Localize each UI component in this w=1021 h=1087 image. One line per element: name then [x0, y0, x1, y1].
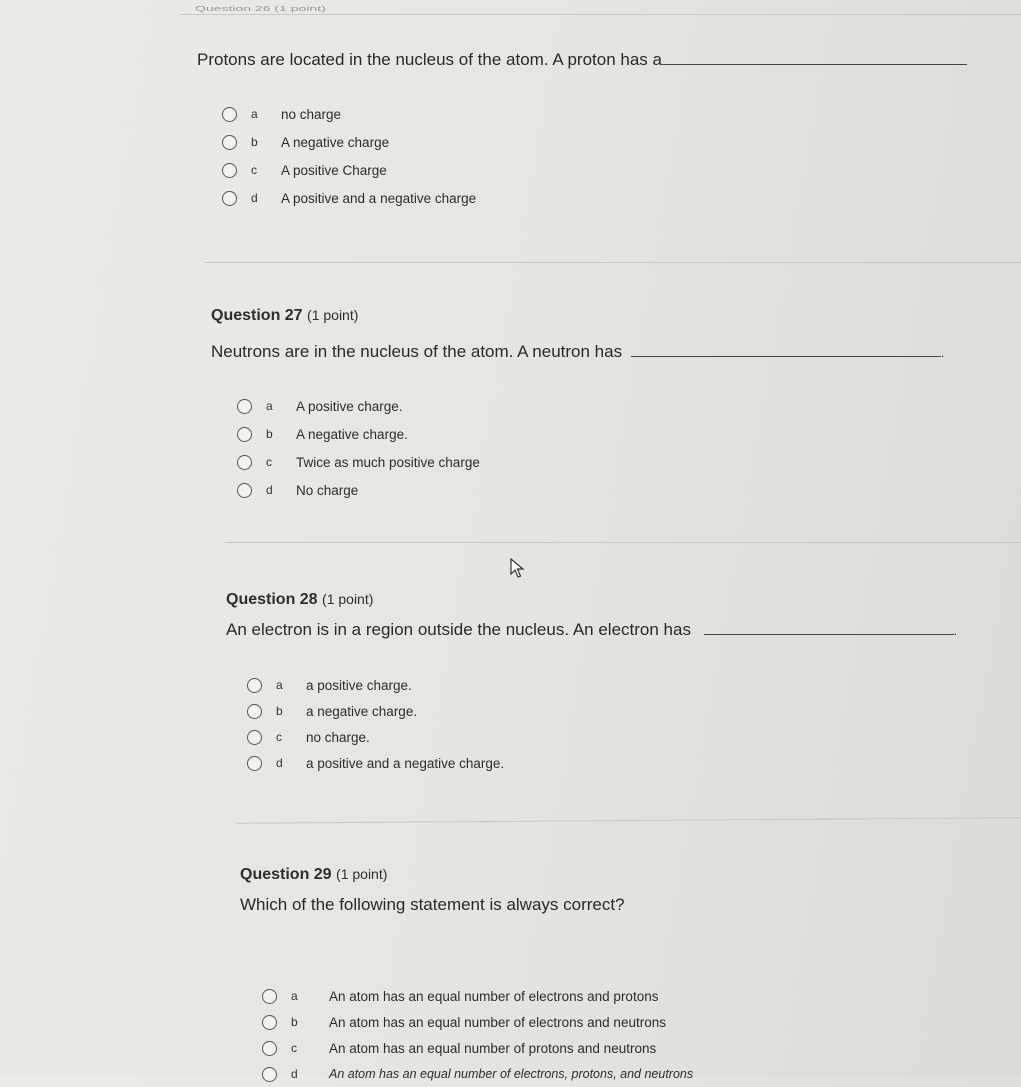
divider-28-29 — [235, 817, 1021, 823]
radio-button[interactable] — [237, 427, 252, 442]
question-points: (1 point) — [336, 866, 388, 882]
question-29-options — [262, 983, 693, 1087]
radio-button[interactable] — [262, 1041, 277, 1056]
option-letter: d — [291, 1067, 298, 1081]
radio-button[interactable] — [262, 1015, 277, 1030]
question-27-options — [237, 392, 480, 504]
option-text: An atom has an equal number of electrons and protons — [329, 988, 659, 1004]
radio-button[interactable] — [222, 163, 237, 178]
mouse-cursor-icon — [510, 558, 526, 578]
radio-button[interactable] — [222, 107, 237, 122]
question-points: (1 point) — [322, 591, 374, 607]
radio-button[interactable] — [247, 730, 262, 745]
q27-option-d[interactable] — [237, 476, 480, 504]
q28-option-d[interactable] — [247, 750, 504, 776]
option-text: a negative charge. — [306, 703, 418, 719]
option-text: A positive and a negative charge — [281, 190, 477, 206]
radio-button[interactable] — [222, 191, 237, 206]
option-letter: d — [251, 191, 258, 205]
question-26-text: Protons are located in the nucleus of the atom. A proton has a — [197, 50, 967, 70]
radio-button[interactable] — [237, 399, 252, 414]
radio-button[interactable] — [237, 483, 252, 498]
q29-option-a[interactable] — [262, 983, 693, 1009]
option-text: An atom has an equal number of electrons and neutrons — [329, 1014, 666, 1030]
option-letter: c — [291, 1041, 297, 1055]
radio-button[interactable] — [222, 135, 237, 150]
option-text: A negative charge. — [296, 426, 408, 442]
divider-26-27 — [205, 262, 1021, 263]
option-letter: b — [251, 135, 258, 149]
option-text: An atom has an equal number of protons and neutrons — [329, 1040, 657, 1056]
q28-option-a[interactable] — [247, 672, 504, 698]
question-28-title: Question 28 (1 point) — [226, 591, 374, 608]
q27-option-a[interactable] — [237, 392, 480, 420]
question-29-text: Which of the following statement is always correct? — [240, 895, 625, 914]
q29-option-d[interactable] — [262, 1061, 693, 1087]
option-text: a positive charge. — [306, 677, 412, 693]
q28-option-b[interactable] — [247, 698, 504, 724]
option-text: A positive charge. — [296, 398, 403, 414]
question-29-title: Question 29 (1 point) — [240, 866, 388, 883]
option-letter: a — [251, 107, 258, 121]
radio-button[interactable] — [262, 989, 277, 1004]
answer-blank — [704, 620, 954, 635]
option-text: a positive and a negative charge. — [306, 755, 505, 771]
option-letter: d — [266, 483, 273, 497]
option-text: Twice as much positive charge — [296, 454, 480, 470]
q29-option-c[interactable] — [262, 1035, 693, 1061]
divider-27-28 — [225, 542, 1021, 543]
option-letter: c — [266, 455, 272, 469]
radio-button[interactable] — [247, 756, 262, 771]
option-letter: b — [266, 427, 273, 441]
option-letter: d — [276, 756, 283, 770]
radio-button[interactable] — [247, 704, 262, 719]
q27-option-b[interactable] — [237, 420, 480, 448]
question-28-text: An electron is in a region outside the nucleus. An electron has . — [226, 620, 958, 639]
end-mark: . — [940, 346, 945, 360]
option-letter: a — [291, 989, 298, 1003]
question-27-title: Question 27 (1 point) — [211, 307, 359, 324]
q28-option-c[interactable] — [247, 724, 504, 750]
option-letter: c — [276, 730, 282, 744]
option-text: An atom has an equal number of electrons, protons, and neutrons — [329, 1067, 694, 1081]
q29-option-b[interactable] — [262, 1009, 693, 1035]
q26-option-b[interactable] — [222, 128, 476, 156]
option-letter: a — [266, 399, 273, 413]
q26-option-d[interactable] — [222, 184, 476, 212]
question-28-options — [247, 672, 504, 776]
option-text: A positive Charge — [281, 162, 387, 178]
option-text: A negative charge — [281, 134, 390, 150]
end-mark: . — [953, 624, 958, 638]
radio-button[interactable] — [262, 1067, 277, 1082]
option-text: no charge. — [306, 729, 370, 745]
answer-blank — [631, 342, 941, 357]
top-divider — [180, 14, 1021, 15]
question-27-text: Neutrons are in the nucleus of the atom. A neutron has . — [211, 342, 945, 361]
q27-option-c[interactable] — [237, 448, 480, 476]
q26-option-c[interactable] — [222, 156, 476, 184]
option-letter: b — [291, 1015, 298, 1029]
question-points: (1 point) — [307, 307, 359, 323]
option-letter: c — [251, 163, 257, 177]
option-text: no charge — [281, 106, 342, 122]
answer-blank — [662, 50, 967, 65]
option-text: No charge — [296, 482, 359, 498]
question-26-options — [222, 100, 476, 212]
question-26-heading-partial: Question 26 (1 point) — [195, 4, 326, 13]
radio-button[interactable] — [237, 455, 252, 470]
option-letter: b — [276, 704, 283, 718]
option-letter: a — [276, 678, 283, 692]
q26-option-a[interactable] — [222, 100, 476, 128]
radio-button[interactable] — [247, 678, 262, 693]
